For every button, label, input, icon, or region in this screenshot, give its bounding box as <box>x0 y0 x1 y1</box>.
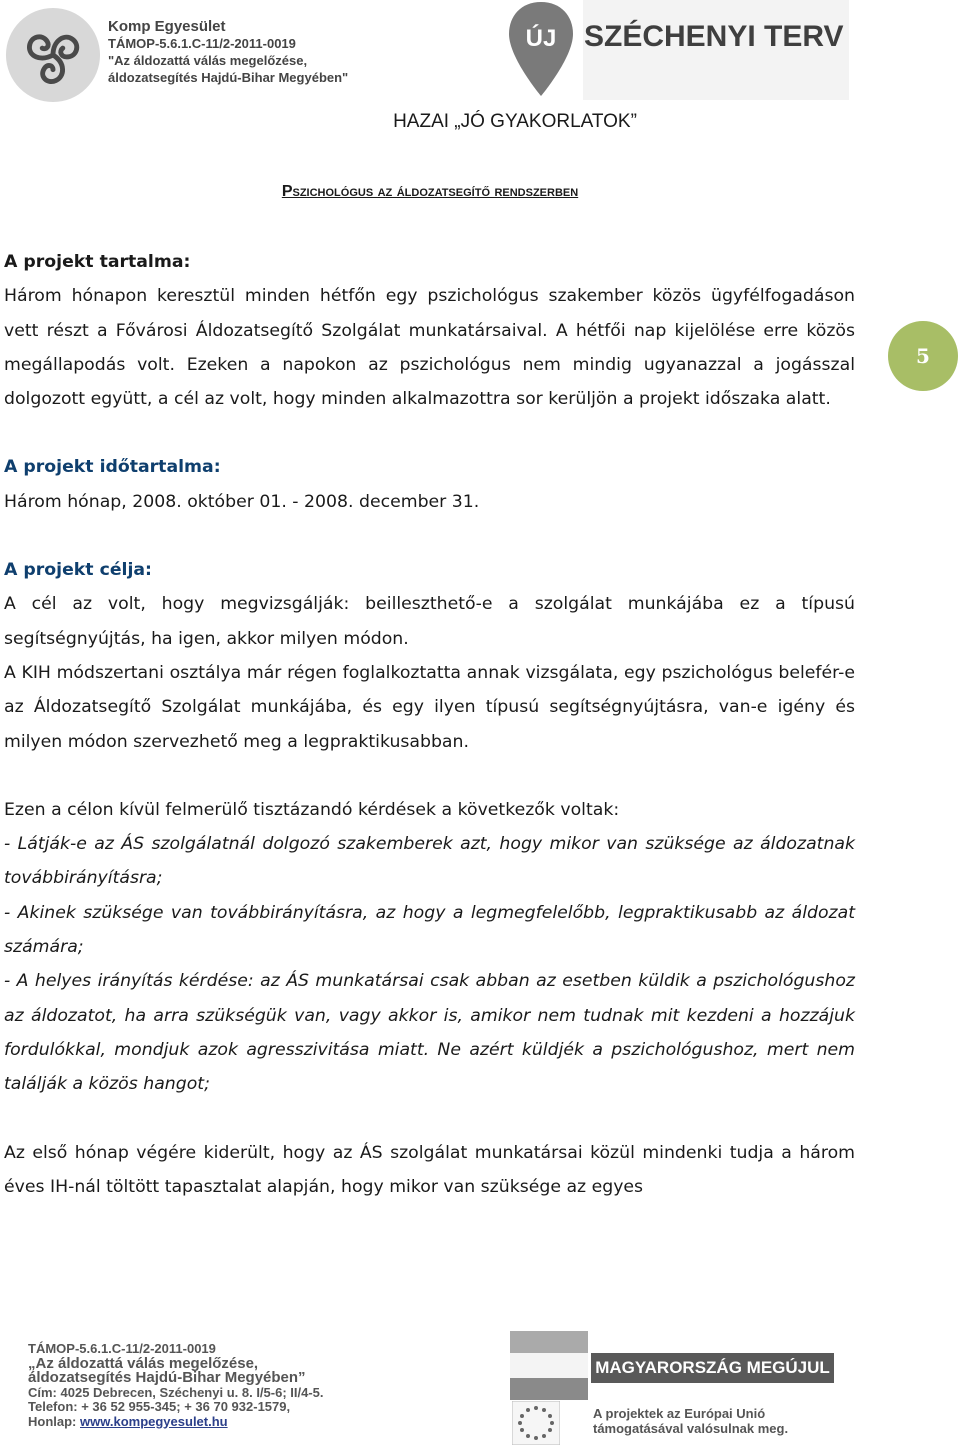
footer-project-code: TÁMOP-5.6.1.C-11/2-2011-0019 <box>28 1341 216 1356</box>
document-body <box>4 245 855 1204</box>
closing-paragraph: Az első hónap végére kiderült, hogy az ÁS szolgálat munkatársai közül mindenki tudja a három éves IH-nál töltött tapasztalat alapján, hogy mikor van szüksége az egyes <box>4 1142 855 1197</box>
header-org-name: Komp Egyesület <box>108 18 226 35</box>
uj-map-pin-logo-icon <box>505 0 577 100</box>
question-item-3: - A helyes irányítás kérdése: az ÁS munkatársai csak abban az esetben küldik a pszichológushoz az áldozatot, ha arra szükségük van, vagy akkor is, amikor nem tudnak mit kezdeni a hozzájuk fordulókkal, mondjuk azok agresszivitása miatt. Ne azért küldjék a pszichológushoz, mert nem találják a közös hangot; <box>4 971 855 1095</box>
duration-paragraph: Három hónap, 2008. október 01. - 2008. december 31. <box>4 491 480 512</box>
eu-support-line1: A projektek az Európai Unió <box>593 1406 766 1421</box>
footer-title-line1: „Az áldozattá válás megelőzése, <box>28 1354 259 1372</box>
eu-stars-icon <box>512 1401 560 1445</box>
goal-paragraph-2: A KIH módszertani osztálya már régen foglalkoztatta annak vizsgálata, egy pszichológus belefér-e az Áldozatsegítő Szolgálat munkájába, és egy ilyen típusú segítségnyújtásra, van-e igény és milyen módon szervezhető meg a legpraktikusabban. <box>4 662 855 752</box>
eu-support-text <box>593 1406 788 1436</box>
goal-paragraph-1: A cél az volt, hogy megvizsgálják: beilleszthető-e a szolgálat munkájába ez a típusú segítségnyújtás, ha igen, akkor milyen módon. <box>4 594 855 649</box>
triskelion-logo-icon <box>4 6 102 104</box>
header-organization-block <box>108 18 348 86</box>
header-project-code: TÁMOP-5.6.1.C-11/2-2011-0019 <box>108 36 296 51</box>
question-item-1: - Látják-e az ÁS szolgálatnál dolgozó szakemberek azt, hogy mikor van szüksége az áldozatnak továbbirányításra; <box>4 834 855 889</box>
header-project-title-line2: áldozatsegítés Hajdú-Bihar Megyében" <box>108 70 349 85</box>
header-project-title-line1: "Az áldozattá válás megelőzése, <box>108 53 308 68</box>
document-title: Pszichológus az áldozatsegítő rendszerben <box>281 183 579 200</box>
flag-stripe-top <box>510 1331 588 1353</box>
duration-heading: A projekt időtartalma: <box>4 457 221 478</box>
goal-heading: A projekt célja: <box>4 560 152 581</box>
footer-web-label: Honlap: <box>28 1413 80 1429</box>
footer-title-line2: áldozatsegítés Hajdú-Bihar Megyében” <box>28 1369 306 1386</box>
page-number-badge: 5 <box>888 321 958 391</box>
questions-intro: Ezen a célon kívül felmerülő tisztázandó kérdések a következők voltak: <box>4 799 620 820</box>
flag-stripe-middle <box>510 1353 588 1378</box>
footer-address: Cím: 4025 Debrecen, Széchenyi u. 8. I/5-6; II/4-5. <box>28 1384 324 1400</box>
content-paragraph: Három hónapon keresztül minden hétfőn egy pszichológus szakember közös ügyfélfogadáson vett részt a Fővárosi Áldozatsegítő Szolgálat munkatársaival. A hétfői nap kijelölése erre közös megállapodás volt. Ezeken a napokon az pszichológus nem mindig ugyanazzal a jogásszal dolgozott együtt, a cél az volt, hogy minden alkalmazottra sor kerüljön a projekt időszaka alatt. <box>4 286 855 410</box>
footer-web-link[interactable]: www.kompegyesulet.hu <box>80 1413 228 1429</box>
magyarorszag-megujul-banner: MAGYARORSZÁG MEGÚJUL <box>591 1353 834 1383</box>
kicker-heading <box>0 111 960 133</box>
footer-phone: Telefon: + 36 52 955-345; + 36 70 932-1579, <box>28 1399 291 1414</box>
footer-contact-block <box>28 1342 324 1429</box>
szechenyi-terv-logo: SZÉCHENYI TERV <box>584 20 844 53</box>
kicker-text: HAZAI „JÓ GYAKORLATOK” <box>393 111 637 132</box>
question-item-2: - Akinek szüksége van továbbirányításra, az hogy a legmegfelelőbb, legpraktikusabb az áldozat számára; <box>4 902 855 958</box>
footer-web-row <box>28 1415 324 1430</box>
flag-stripe-bottom <box>510 1378 588 1400</box>
eu-support-line2: támogatásával valósulnak meg. <box>593 1421 789 1436</box>
uj-logo-text: ÚJ <box>525 25 557 52</box>
content-heading: A projekt tartalma: <box>4 252 191 272</box>
